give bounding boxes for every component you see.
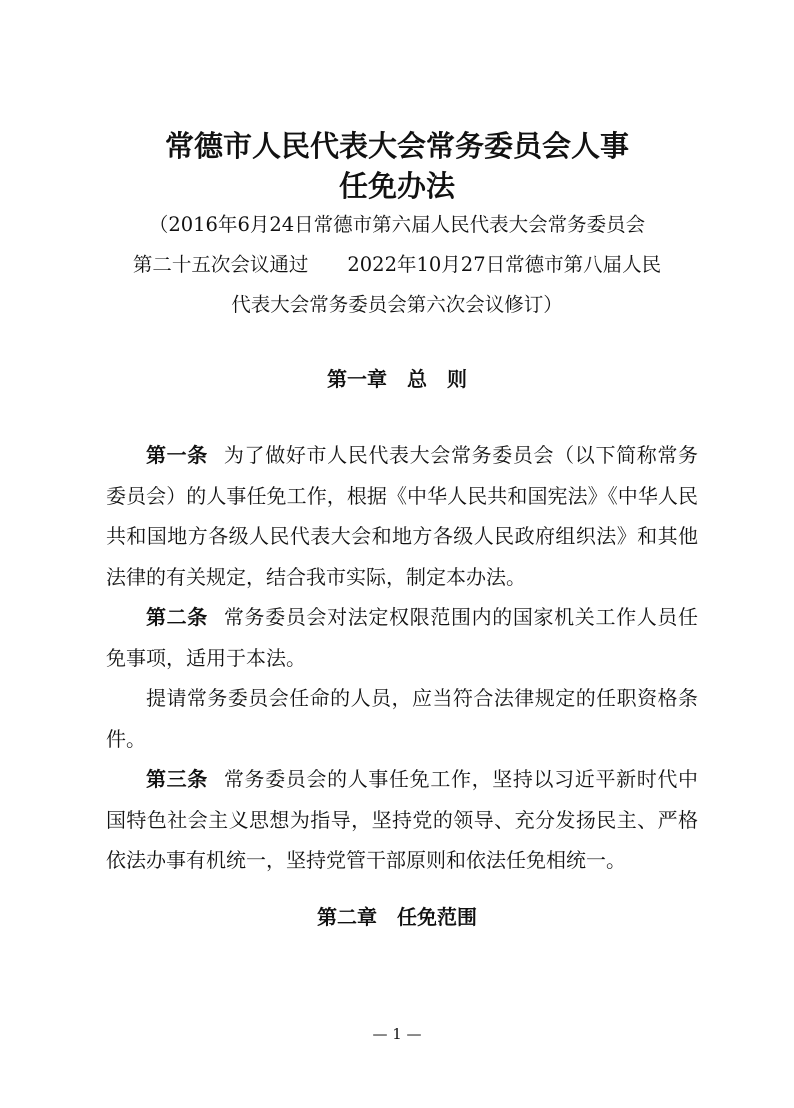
article-1 <box>106 435 698 597</box>
chapter-heading-1: 第一章 总 则 <box>327 367 467 391</box>
document-title-line1: 常德市人民代表大会常务委员会人事 <box>164 129 629 163</box>
article-label: 第二条 <box>146 605 208 629</box>
article-label: 第一条 <box>146 443 208 467</box>
article-text: 提请常务委员会任命的人员，应当符合法律规定的任职资格条件。 <box>106 686 698 751</box>
article-2 <box>106 597 698 678</box>
document-title-line2: 任免办法 <box>338 169 455 203</box>
article-label: 第三条 <box>146 767 208 791</box>
adoption-note <box>100 205 694 325</box>
adoption-note-line: 第二十五次会议通过 2022年10月27日常德市第八届人民 <box>132 253 662 276</box>
article-3 <box>106 759 698 881</box>
adoption-note-line: （2016年6月24日常德市第六届人民代表大会常务委员会 <box>148 213 646 236</box>
adoption-note-line: 代表大会常务委员会第六次会议修订） <box>231 293 563 316</box>
document-body <box>106 435 698 881</box>
page-number: — 1 — <box>372 1025 422 1043</box>
article-text: 常务委员会的人事任免工作，坚持以习近平新时代中国特色社会主义思想为指导，坚持党的领导、充分发扬民主、严格依法办事有机统一，坚持党管干部原则和依法任免相统一。 <box>106 767 699 872</box>
article-2-paragraph-2 <box>106 678 698 759</box>
chapter-heading-2: 第二章 任免范围 <box>317 905 477 929</box>
article-text: 常务委员会对法定权限范围内的国家机关工作人员任免事项，适用于本法。 <box>106 605 699 670</box>
article-text: 为了做好市人民代表大会常务委员会（以下简称常务委员会）的人事任免工作，根据《中华人民共和国宪法》《中华人民共和国地方各级人民代表大会和地方各级人民政府组织法》和其他法律的有关规定，结合我市实际，制定本办法。 <box>106 443 699 589</box>
